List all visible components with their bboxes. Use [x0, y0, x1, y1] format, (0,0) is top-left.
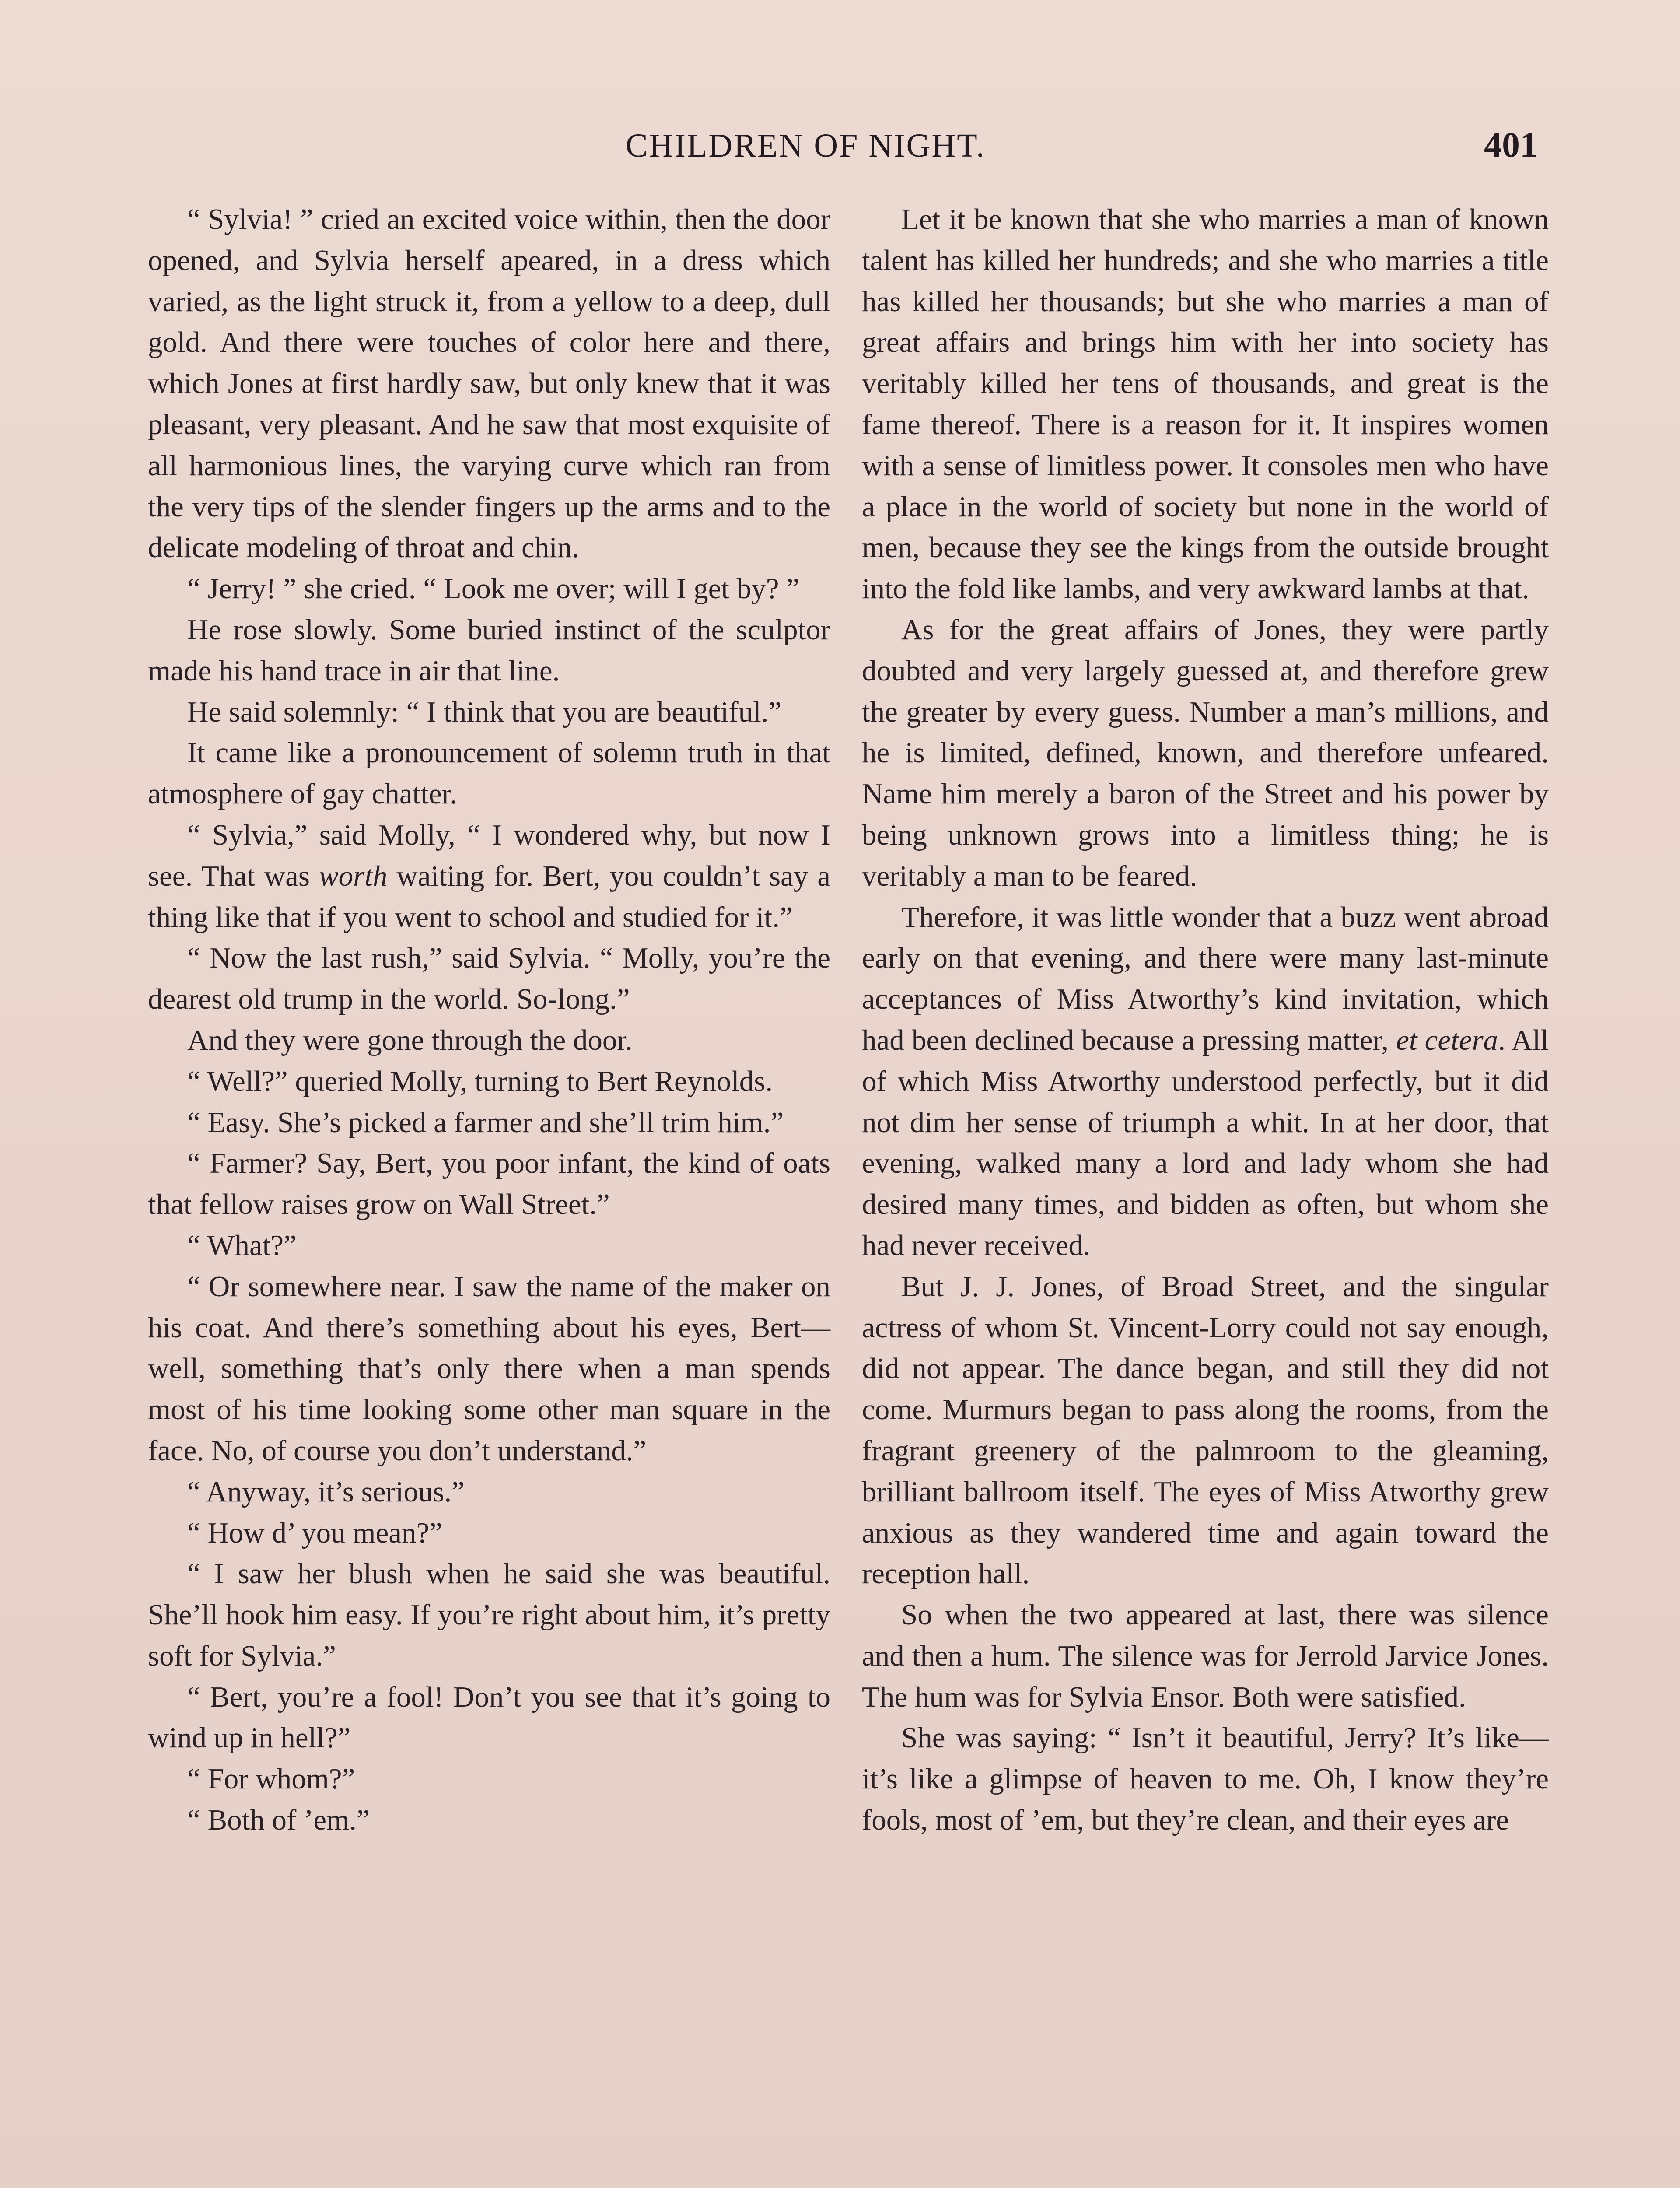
paragraph: “ What?”	[187, 1229, 297, 1262]
text-run: “ Sylvia,” said Molly, “ I wondered why, but now I see. That was	[148, 818, 830, 892]
right-column	[862, 199, 1549, 1841]
paragraph: “ Now the last rush,” said Sylvia. “ Molly, you’re the dearest old trump in the world. So-long.”	[148, 942, 830, 1016]
emphasis-text: et cetera	[1396, 1024, 1498, 1056]
paragraph: “ For whom?”	[187, 1763, 355, 1795]
paragraph: “ Farmer? Say, Bert, you poor infant, the kind of oats that fellow raises grow on Wall Street.”	[148, 1147, 830, 1221]
paragraph: So when the two appeared at last, there was silence and then a hum. The silence was for Jerrold Jarvice Jones. The hum was for Sylvia Ensor. Both were satisfied.	[862, 1599, 1549, 1713]
paragraph: “ Or somewhere near. I saw the name of the maker on his coat. And there’s something about his eyes, Bert—well, something that’s only there when a man spends most of his time looking some other man square in the face. No, of course you don’t understand.”	[148, 1270, 830, 1467]
text-run: Therefore, it was little wonder that a buzz went abroad early on that evening, and there were many last-minute acceptances of Miss Atworthy’s kind invitation, which had been declined because a pressing matter,	[862, 901, 1549, 1056]
paragraph: She was saying: “ Isn’t it beautiful, Jerry? It’s like—it’s like a glimpse of heaven to me. Oh, I know they’re fools, most of ’em, but they’re clean, and their eyes are	[862, 1722, 1549, 1837]
text-run: . All of which Miss Atworthy understood perfectly, but it did not dim her sense of triumph a whit. In at her door, that evening, walked many a lord and lady whom she had desired many times, and bidden as often, but whom she had never received.	[862, 1024, 1549, 1262]
paragraph: “ Sylvia! ” cried an excited voice within, then the door opened, and Sylvia herself apeared, in a dress which varied, as the light struck it, from a yellow to a deep, dull gold. And there were touches of color here and there, which Jones at first hardly saw, but only knew that it was pleasant, very pleasant. And he saw that most exquisite of all harmonious lines, the varying curve which ran from the very tips of the slender fingers up the arms and to the delicate modeling of throat and chin.	[148, 203, 830, 564]
paragraph: “ Bert, you’re a fool! Don’t you see that it’s going to wind up in hell?”	[148, 1680, 830, 1754]
page-number: 401	[1484, 125, 1538, 165]
paragraph: But J. J. Jones, of Broad Street, and the singular actress of whom St. Vincent-Lorry could not say enough, did not appear. The dance began, and still they did not come. Murmurs began to pass along the rooms, from the fragrant greenery of the palmroom to the gleaming, brilliant ballroom itself. The eyes of Miss Atworthy grew anxious as they wandered time and again toward the reception hall.	[862, 1270, 1549, 1590]
paragraph: “ Easy. She’s picked a farmer and she’ll trim him.”	[187, 1106, 784, 1139]
paragraph: “ How d’ you mean?”	[187, 1516, 442, 1549]
paragraph: “ Anyway, it’s serious.”	[187, 1475, 465, 1508]
paragraph: Let it be known that she who marries a man of known talent has killed her hundreds; and she who marries a title has killed her thousands; but she who marries a man of great affairs and brings him with her into society has veritably killed her tens of thousands, and great is the fame thereof. There is a reason for it. It inspires women with a sense of limitless power. It consoles men who have a place in the world of society but none in the world of men, because they see the kings from the outside brought into the fold like lambs, and very awkward lambs at that.	[862, 203, 1549, 605]
paragraph: “ Well?” queried Molly, turning to Bert Reynolds.	[187, 1065, 773, 1098]
running-header	[0, 127, 1680, 175]
paragraph: “ I saw her blush when he said she was beautiful. She’ll hook him easy. If you’re right about him, it’s pretty soft for Sylvia.”	[148, 1557, 830, 1672]
running-title: CHILDREN OF NIGHT.	[626, 127, 986, 164]
paragraph: As for the great affairs of Jones, they were partly doubted and very largely guessed at, and therefore grew the greater by every guess. Number a man’s millions, and he is limited, defined, known, and therefore unfeared. Name him merely a baron of the Street and his power by being unknown grows into a limitless thing; he is veritably a man to be feared.	[862, 613, 1549, 892]
paragraph: “ Jerry! ” she cried. “ Look me over; will I get by? ”	[187, 572, 799, 605]
paragraph: “ Both of ’em.”	[187, 1804, 370, 1837]
paragraph	[148, 815, 830, 938]
paragraph: It came like a pronouncement of solemn truth in that atmosphere of gay chatter.	[148, 736, 830, 810]
paragraph: He rose slowly. Some buried instinct of the sculptor made his hand trace in air that line.	[148, 613, 830, 687]
paragraph	[862, 897, 1549, 1266]
text-run: waiting for. Bert, you couldn’t say a thing like that if you went to school and studied for it.”	[148, 859, 830, 933]
left-column	[148, 199, 830, 1841]
paragraph: And they were gone through the door.	[187, 1024, 633, 1056]
paragraph: He said solemnly: “ I think that you are beautiful.”	[187, 695, 782, 728]
emphasis-text: worth	[318, 859, 388, 892]
